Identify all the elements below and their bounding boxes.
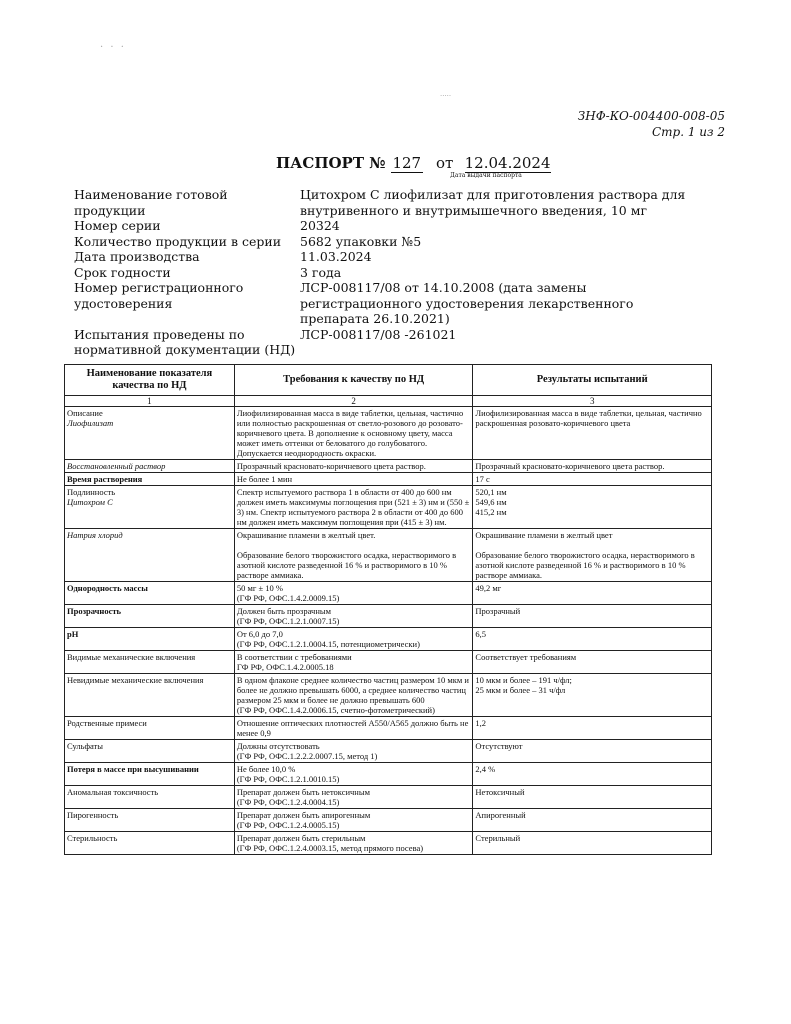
info-value: Цитохром С лиофилизат для приготовления раствора для внутривенного и внутримышечного введения, 10 мг bbox=[300, 187, 686, 218]
info-label: Испытания проведены по нормативной документации (НД) bbox=[74, 326, 296, 357]
requirement-ref: ГФ РФ, ОФС.1.4.2.0005.18 bbox=[236, 662, 334, 672]
requirement: Препарат должен быть апирогенным bbox=[236, 810, 371, 820]
result: 549,6 нм bbox=[475, 497, 507, 507]
parameter-sub: Цитохром С bbox=[67, 497, 113, 507]
table-row bbox=[65, 674, 712, 717]
info-row bbox=[74, 265, 704, 281]
table-row bbox=[65, 605, 712, 628]
document-code: ЗНФ-КО-004400-008-05 bbox=[577, 109, 725, 123]
table-row bbox=[65, 832, 712, 855]
result: Апирогенный bbox=[473, 809, 712, 832]
page-indicator: Стр. 1 из 2 bbox=[651, 125, 725, 139]
result: 415,2 нм bbox=[475, 507, 507, 517]
handwritten-mark: · · · bbox=[100, 42, 126, 53]
info-label: Номер регистрационного удостоверения bbox=[74, 280, 244, 311]
info-row bbox=[74, 234, 704, 250]
table-row bbox=[65, 460, 712, 473]
info-row bbox=[74, 218, 704, 234]
table-row bbox=[65, 628, 712, 651]
result: Лиофилизированная масса в виде таблетки, цельная, частично раскрошенная розовато-коричневого цвета bbox=[473, 407, 712, 460]
requirement: Лиофилизированная масса в виде таблетки, цельная, частично или полностью раскрошенная от светло-розового до розовато-коричневого цвета. В дополнение к основному цвету, масса может иметь оттенки от беловатого до голубоватого. Допускается неоднородность окраски. bbox=[234, 407, 473, 460]
result: Соответствует требованиям bbox=[473, 651, 712, 674]
faint-mark: ····· bbox=[440, 92, 452, 100]
result: 1,2 bbox=[473, 717, 712, 740]
requirement-ref: (ГФ РФ, ОФС.1.2.1.0010.15) bbox=[236, 774, 340, 784]
requirement: Препарат должен быть нетоксичным bbox=[236, 787, 370, 797]
parameter-name: рН bbox=[65, 628, 235, 651]
table-row bbox=[65, 486, 712, 529]
info-value: ЛСР-008117/08 -261021 bbox=[300, 326, 457, 342]
requirement-ref: (ГФ РФ, ОФС.1.2.4.0004.15) bbox=[236, 797, 340, 807]
info-row bbox=[74, 327, 704, 358]
requirement: Отношение оптических плотностей А550/А565 должно быть не менее 0,9 bbox=[234, 717, 473, 740]
header-parameter: Наименование показателя качества по НД bbox=[65, 365, 235, 396]
passport-date: 12.04.2024 bbox=[464, 154, 551, 172]
table-row bbox=[65, 740, 712, 763]
requirement: Окрашивание пламени в желтый цвет. bbox=[236, 530, 376, 540]
info-label: Дата производства bbox=[74, 249, 200, 264]
passport-title bbox=[276, 154, 551, 173]
table-row bbox=[65, 407, 712, 460]
info-value: 11.03.2024 bbox=[300, 249, 372, 264]
info-row bbox=[74, 249, 704, 265]
header-results: Результаты испытаний bbox=[473, 365, 712, 396]
requirement: Должен быть прозрачным bbox=[236, 606, 331, 616]
parameter-name: Стерильность bbox=[65, 832, 235, 855]
parameter-name: Пирогенность bbox=[65, 809, 235, 832]
info-row bbox=[74, 187, 704, 218]
requirement-ref: (ГФ РФ, ОФС.1.2.4.0003.15, метод прямого посева) bbox=[236, 843, 424, 853]
info-label: Количество продукции в серии bbox=[74, 233, 282, 249]
parameter-name: Потеря в массе при высушивании bbox=[65, 763, 235, 786]
column-number: 3 bbox=[473, 396, 712, 407]
result: Отсутствуют bbox=[473, 740, 712, 763]
requirement: От 6,0 до 7,0 bbox=[236, 629, 283, 639]
info-value: ЛСР-008117/08 от 14.10.2008 (дата замены регистрационного удостоверения лекарственного препарата 26.10.2021) bbox=[300, 280, 634, 326]
info-value: 3 года bbox=[300, 264, 342, 280]
column-number: 2 bbox=[234, 396, 473, 407]
result: Прозрачный bbox=[473, 605, 712, 628]
parameter-sub: Натрия хлорид bbox=[67, 530, 123, 540]
requirement: Образование белого творожистого осадка, нерастворимого в азотной кислоте разведенной 16 % и растворимого в 10 % растворе аммиака. bbox=[236, 550, 457, 580]
parameter-name: Аномальная токсичность bbox=[65, 786, 235, 809]
document-code-block bbox=[578, 108, 725, 140]
requirement: В одном флаконе среднее количество частиц размером 10 мкм и более не должно превышать 6000, а среднее количество частиц размером 25 мкм и более не должно превышать 600 bbox=[236, 675, 469, 705]
requirement: Препарат должен быть стерильным bbox=[236, 833, 366, 843]
column-number: 1 bbox=[65, 396, 235, 407]
result: Образование белого творожистого осадка, нерастворимого в азотной кислоте разведенной 16 % и растворимого в 10 % растворе аммиака. bbox=[475, 550, 695, 580]
passport-number: 127 bbox=[392, 154, 422, 172]
parameter-name: Прозрачность bbox=[65, 605, 235, 628]
table-row bbox=[65, 582, 712, 605]
table-row bbox=[65, 473, 712, 486]
requirement: Спектр испытуемого раствора 1 в области от 400 до 600 нм должен иметь максимумы поглощения при (521 ± 3) нм и (550 ± 3) нм. Спектр испытуемого раствора 2 в области от 400 до 600 нм должен иметь максимум поглощения при (415 ± 3) нм. bbox=[234, 486, 473, 529]
info-value: 5682 упаковки №5 bbox=[300, 233, 422, 249]
info-label: Срок годности bbox=[74, 264, 171, 280]
date-caption: Дата выдачи паспорта bbox=[450, 172, 522, 179]
parameter-sub: Лиофилизат bbox=[67, 418, 114, 428]
parameter-name: Сульфаты bbox=[65, 740, 235, 763]
requirement-ref: (ГФ РФ, ОФС.1.2.1.0004.15, потенциометрически) bbox=[236, 639, 420, 649]
parameter-name: Однородность массы bbox=[65, 582, 235, 605]
result: 6,5 bbox=[473, 628, 712, 651]
requirement: В соответствии с требованиями bbox=[236, 652, 352, 662]
result: Стерильный bbox=[473, 832, 712, 855]
table-row bbox=[65, 717, 712, 740]
parameter-name: Описание bbox=[67, 408, 103, 418]
result: 49,2 мг bbox=[473, 582, 712, 605]
parameter-name: Невидимые механические включения bbox=[65, 674, 235, 717]
table-row bbox=[65, 529, 712, 582]
results-table bbox=[64, 364, 712, 855]
table-row bbox=[65, 809, 712, 832]
table-header-row bbox=[65, 365, 712, 396]
table-row bbox=[65, 651, 712, 674]
parameter-sub: Восстановленный раствор bbox=[67, 461, 166, 471]
title-from: от bbox=[436, 154, 454, 172]
requirement: Не более 1 мин bbox=[234, 473, 473, 486]
header-requirements: Требования к качеству по НД bbox=[234, 365, 473, 396]
result: 10 мкм и более – 191 ч/фл; bbox=[475, 675, 572, 685]
result: 17 с bbox=[473, 473, 712, 486]
requirement: Прозрачный красновато-коричневого цвета раствор. bbox=[234, 460, 473, 473]
requirement-ref: (ГФ РФ, ОФС.1.2.1.0007.15) bbox=[236, 616, 340, 626]
product-info bbox=[74, 187, 704, 358]
parameter-name: Подлинность bbox=[67, 487, 116, 497]
info-value: 20324 bbox=[300, 218, 340, 233]
result: Прозрачный красновато-коричневого цвета раствор. bbox=[473, 460, 712, 473]
parameter-name: Родственные примеси bbox=[65, 717, 235, 740]
requirement: 50 мг ± 10 % bbox=[236, 583, 283, 593]
title-prefix: ПАСПОРТ № bbox=[276, 154, 386, 172]
info-row bbox=[74, 280, 704, 327]
parameter-name: Время растворения bbox=[65, 473, 235, 486]
result: 520,1 нм bbox=[475, 487, 507, 497]
info-label: Номер серии bbox=[74, 218, 161, 233]
requirement-ref: (ГФ РФ, ОФС.1.4.2.0009.15) bbox=[236, 593, 340, 603]
info-label: Наименование готовой продукции bbox=[74, 187, 228, 218]
table-row bbox=[65, 786, 712, 809]
column-number-row bbox=[65, 396, 712, 407]
result: Нетоксичный bbox=[473, 786, 712, 809]
result: Окрашивание пламени в желтый цвет bbox=[475, 530, 613, 540]
result: 2,4 % bbox=[473, 763, 712, 786]
requirement-ref: (ГФ РФ, ОФС.1.2.4.0005.15) bbox=[236, 820, 340, 830]
table-row bbox=[65, 763, 712, 786]
requirement: Не более 10,0 % bbox=[236, 764, 296, 774]
requirement-ref: (ГФ РФ, ОФС.1.2.2.2.0007.15, метод 1) bbox=[236, 751, 378, 761]
requirement-ref: (ГФ РФ, ОФС.1.4.2.0006.15, счетно-фотометрический) bbox=[236, 705, 435, 715]
requirement: Должны отсутствовать bbox=[236, 741, 320, 751]
parameter-name: Видимые механические включения bbox=[65, 651, 235, 674]
result: 25 мкм и более – 31 ч/фл bbox=[475, 685, 566, 695]
